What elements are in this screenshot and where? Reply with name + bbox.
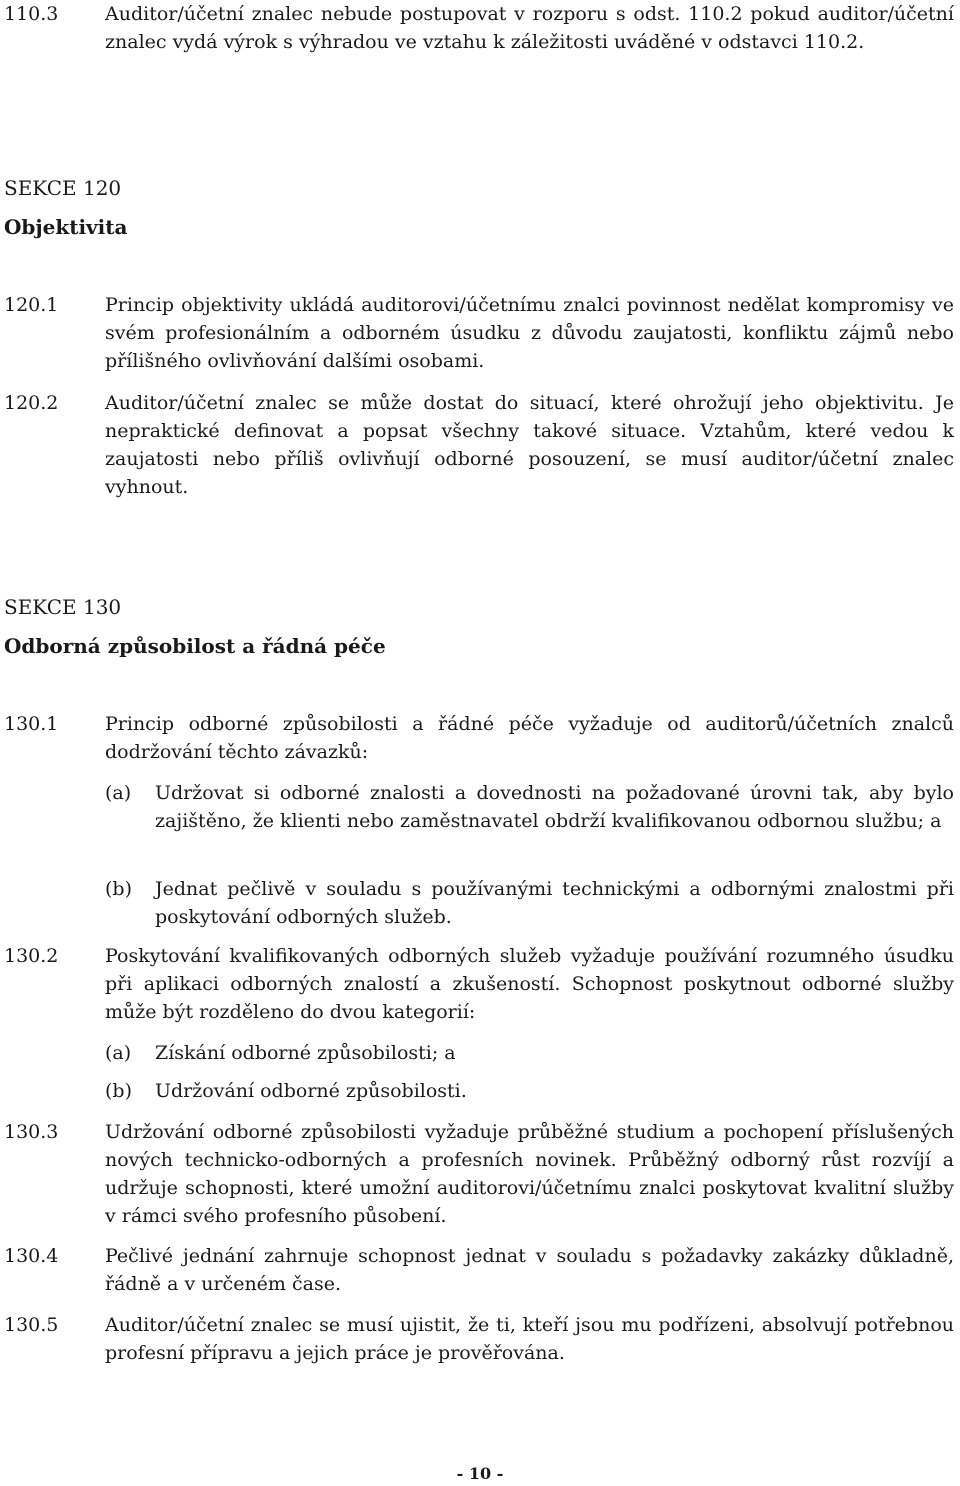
list-item-label: (a) <box>105 1042 132 1064</box>
paragraph-text: Auditor/účetní znalec nebude postupovat v rozporu s odst. 110.2 pokud auditor/účetní znalec vydá výrok s výhradou ve vztahu k záležitosti uváděné v odstavci 110.2. <box>105 3 954 53</box>
paragraph-110-3 <box>4 0 954 56</box>
list-item-text: Udržovat si odborné znalosti a dovednosti na požadované úrovni tak, aby bylo zajištěno, že klienti nebo zaměstnavatel obdrží kvalifikovanou odbornou službu; a <box>155 782 954 832</box>
list-item-130-2-a <box>105 1039 954 1067</box>
list-item-130-1-a <box>105 779 954 835</box>
paragraph-number: 130.5 <box>4 1314 59 1336</box>
paragraph-text: Auditor/účetní znalec se může dostat do situací, které ohrožují jeho objektivitu. Je nepraktické definovat a popsat všechny takové situace. Vztahům, které vedou k zaujatosti nebo příliš ovlivňují odborné posouzení, se musí auditor/účetní znalec vyhnout. <box>105 392 954 498</box>
paragraph-number: 130.1 <box>4 713 59 735</box>
list-item-text: Udržování odborné způsobilosti. <box>155 1080 467 1102</box>
list-item-130-2-b <box>105 1077 954 1105</box>
paragraph-text: Pečlivé jednání zahrnuje schopnost jednat v souladu s požadavky zakázky důkladně, řádně a v určeném čase. <box>105 1245 954 1295</box>
paragraph-130-1 <box>4 710 954 766</box>
list-item-text: Jednat pečlivě v souladu s používanými technickými a odbornými znalostmi při poskytování odborných služeb. <box>155 878 954 928</box>
paragraph-120-1 <box>4 291 954 375</box>
section-title-130: Odborná způsobilost a řádná péče <box>4 634 386 658</box>
list-item-130-1-b <box>105 875 954 931</box>
page-number: - 10 - <box>456 1464 504 1483</box>
list-item-text: Získání odborné způsobilosti; a <box>155 1042 456 1064</box>
paragraph-text: Auditor/účetní znalec se musí ujistit, že ti, kteří jsou mu podřízeni, absolvují potřebnou profesní přípravu a jejich práce je prověřována. <box>105 1314 954 1364</box>
list-item-label: (b) <box>105 1080 132 1102</box>
list-item-label: (b) <box>105 878 132 900</box>
paragraph-120-2 <box>4 389 954 501</box>
paragraph-number: 120.1 <box>4 294 59 316</box>
section-label-120: SEKCE 120 <box>4 176 122 200</box>
section-title-120: Objektivita <box>4 215 128 239</box>
list-item-label: (a) <box>105 782 132 804</box>
paragraph-130-5 <box>4 1311 954 1367</box>
paragraph-number: 130.4 <box>4 1245 59 1267</box>
paragraph-number: 120.2 <box>4 392 59 414</box>
paragraph-text: Udržování odborné způsobilosti vyžaduje průběžné studium a pochopení příslušených nových technicko-odborných a profesních novinek. Průběžný odborný růst rozvíjí a udržuje schopnosti, které umožní auditorovi/účetnímu znalci poskytovat kvalitní služby v rámci svého profesního působení. <box>105 1121 954 1227</box>
paragraph-130-3 <box>4 1118 954 1230</box>
paragraph-number: 130.2 <box>4 945 59 967</box>
paragraph-130-4 <box>4 1242 954 1298</box>
paragraph-text: Princip odborné způsobilosti a řádné péče vyžaduje od auditorů/účetních znalců dodržování těchto závazků: <box>105 713 954 763</box>
section-label-130: SEKCE 130 <box>4 595 122 619</box>
paragraph-number: 130.3 <box>4 1121 59 1143</box>
paragraph-text: Poskytování kvalifikovaných odborných služeb vyžaduje používání rozumného úsudku při aplikaci odborných znalostí a zkušeností. Schopnost poskytnout odborné služby může být rozděleno do dvou kategorií: <box>105 945 954 1023</box>
paragraph-number: 110.3 <box>4 3 59 25</box>
paragraph-130-2 <box>4 942 954 1026</box>
paragraph-text: Princip objektivity ukládá auditorovi/účetnímu znalci povinnost nedělat kompromisy ve svém profesionálním a odborném úsudku z důvodu zaujatosti, konfliktu zájmů nebo přílišného ovlivňování dalšími osobami. <box>105 294 954 372</box>
